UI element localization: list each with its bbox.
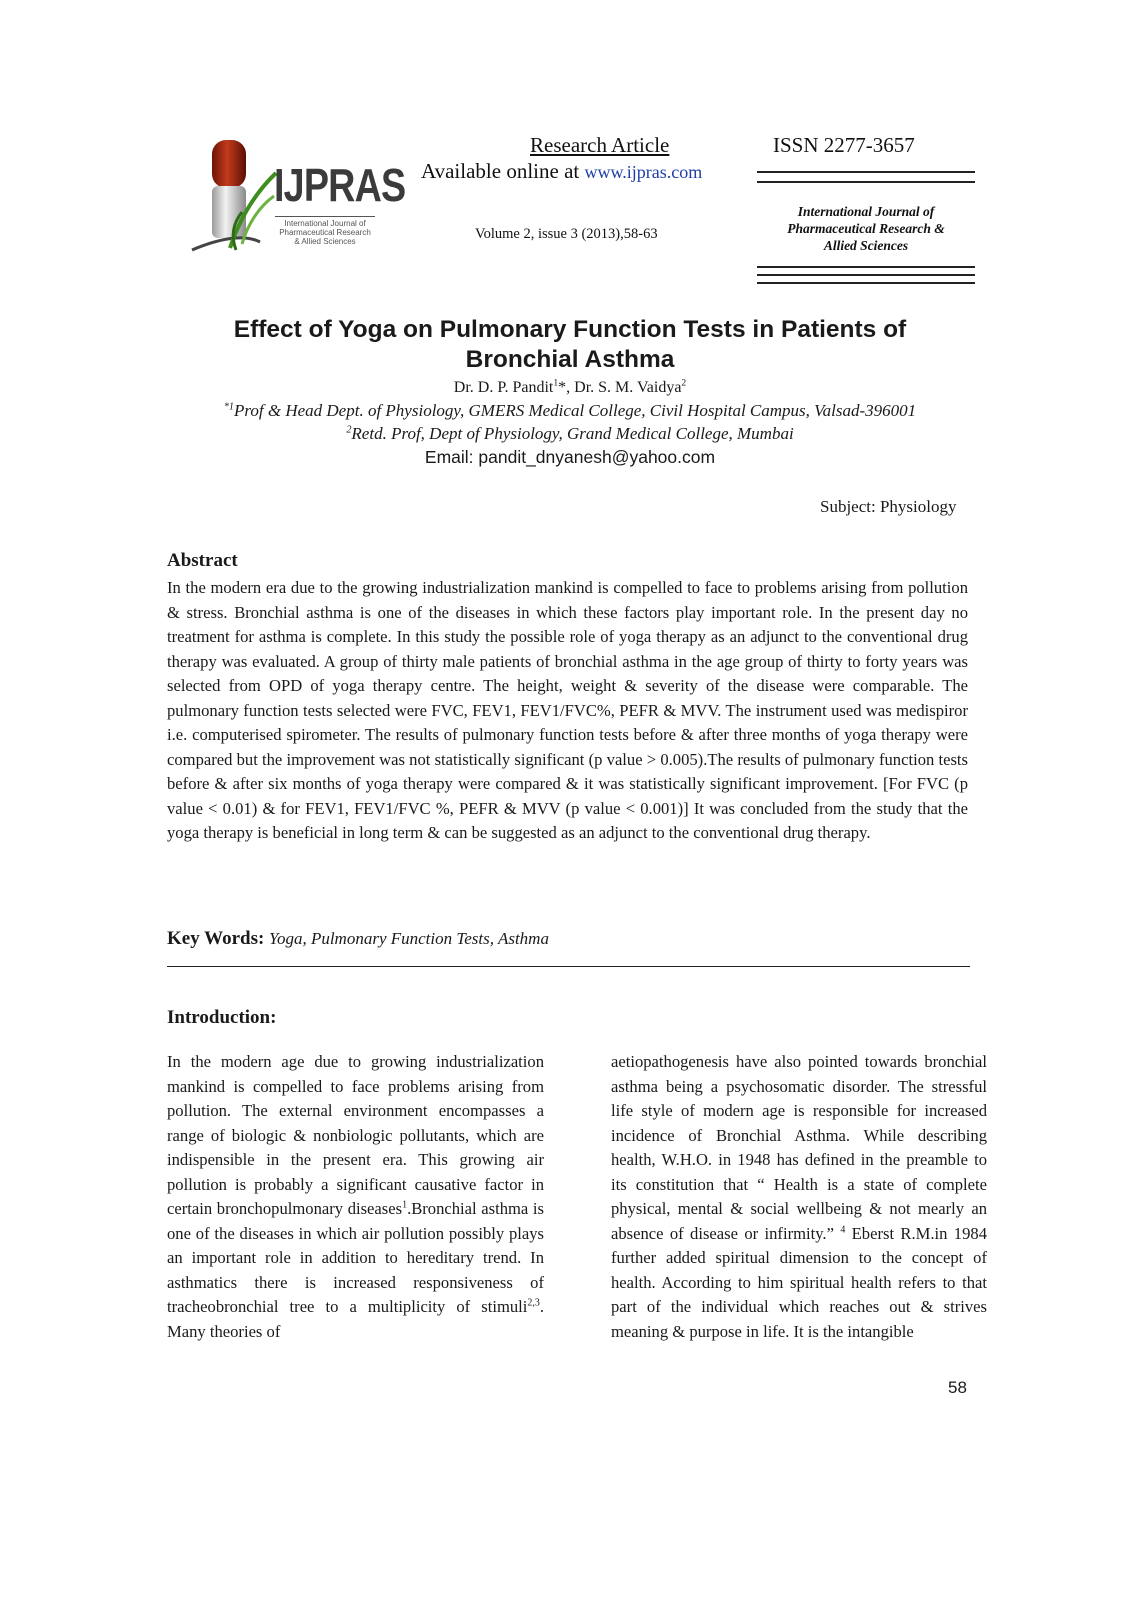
affiliation-1: $^{*1}$Prof & Head Dept. of Physiology, GMERS Medical College, Civil Hospital Campus, Valsad-396001: [223, 401, 917, 420]
contact-email[interactable]: Email: pandit_dnyanesh@yahoo.com: [424, 447, 716, 467]
subject-label: Subject: Physiology: [820, 497, 957, 516]
keywords: [167, 928, 549, 950]
pill-bottle-icon: [190, 138, 280, 258]
header-rule: [757, 171, 975, 173]
issn: ISSN 2277-3657: [773, 133, 915, 157]
introduction-right-column: aetiopathogenesis have also pointed towards bronchial asthma being a psychosomatic disorder. The stressful life style of modern age is responsible for increased incidence of Bronchial Asthma. While describing health, W.H.O. in 1948 has defined in the preamble to its constitution that “ Health is a state of complete physical, mental & social wellbeing & not mearly an absence of disease or infirmity.” $^4$ Eberst R.M.in 1984 further added spiritual dimension to the concept of health. According to him spiritual health refers to that part of the individual which reaches out & strives meaning & purpose in life. It is the intangible: [611, 1052, 987, 1341]
introduction-heading: Introduction:: [167, 1007, 277, 1028]
keywords-label: Key Words:: [167, 928, 270, 949]
abstract-heading: Abstract: [167, 550, 238, 571]
journal-name: International Journal of Pharmaceutical Research & Allied Sciences: [787, 204, 945, 253]
available-prefix: Available online at: [421, 159, 585, 183]
availability-line: [421, 159, 702, 184]
journal-logo: [190, 138, 406, 258]
header-rule: [757, 274, 975, 276]
introduction-left-column: In the modern age due to growing industrialization mankind is compelled to face problems arising from pollution. The external environment encompasses a range of biologic & nonbiologic pollutants, which are indispensible in the present era. This growing air pollution is probably a significant causative factor in certain bronchopulmonary diseases$^1$.Bronchial asthma is one of the diseases in which air pollution possibly plays an important role in addition to hereditary trend. In asthmatics there is increased responsiveness of tracheobronchial tree to a multiplicity of stimuli$^{2,3}$. Many theories of: [167, 1052, 544, 1341]
affiliation-2: $^2$Retd. Prof, Dept of Physiology, Grand Medical College, Mumbai: [346, 424, 794, 443]
paper-title: Effect of Yoga on Pulmonary Function Tests in Patients of Bronchial Asthma: [233, 316, 907, 373]
section-divider: [167, 966, 970, 967]
journal-url-link[interactable]: www.ijpras.com: [584, 162, 703, 182]
header-rule: [757, 282, 975, 284]
abstract-body: In the modern era due to the growing industrialization mankind is compelled to face to problems arising from pollution & stress. Bronchial asthma is one of the diseases in which these factors play important role. In the present day no treatment for asthma is complete. In this study the possible role of yoga therapy as an adjunct to the conventional drug therapy was evaluated. A group of thirty male patients of bronchial asthma in the age group of thirty to forty years was selected from OPD of yoga therapy centre. The height, weight & severity of the disease were comparable. The pulmonary function tests selected were FVC, FEV1, FEV1/FVC%, PEFR & MVV. The instrument used was medispiror i.e. computerised spirometer. The results of pulmonary function tests before & after three months of yoga therapy were compared but the improvement was not statistically significant (p value > 0.005).The results of pulmonary function tests before & after six months of yoga therapy were compared & it was statistically significant improvement. [For FVC (p value < 0.01) & for FEV1, FEV1/FVC %, PEFR & MVV (p value < 0.001)] It was concluded from the study that the yoga therapy is beneficial in long term & can be suggested as an adjunct to the conventional drug therapy.: [167, 578, 968, 842]
header-rule: [757, 266, 975, 268]
header-rule: [757, 181, 975, 183]
volume-info: Volume 2, issue 3 (2013),58-63: [475, 226, 658, 242]
keywords-values: Yoga, Pulmonary Function Tests, Asthma: [269, 929, 549, 948]
page-number: 58: [948, 1378, 967, 1397]
authors: Dr. D. P. Pandit$^1$*, Dr. S. M. Vaidya$^2$: [453, 377, 687, 396]
article-type: Research Article: [530, 133, 670, 157]
logo-wordmark: IJPRAS: [274, 159, 406, 211]
logo-subtitle: International Journal of Pharmaceutical Research & Allied Sciences: [275, 216, 375, 246]
